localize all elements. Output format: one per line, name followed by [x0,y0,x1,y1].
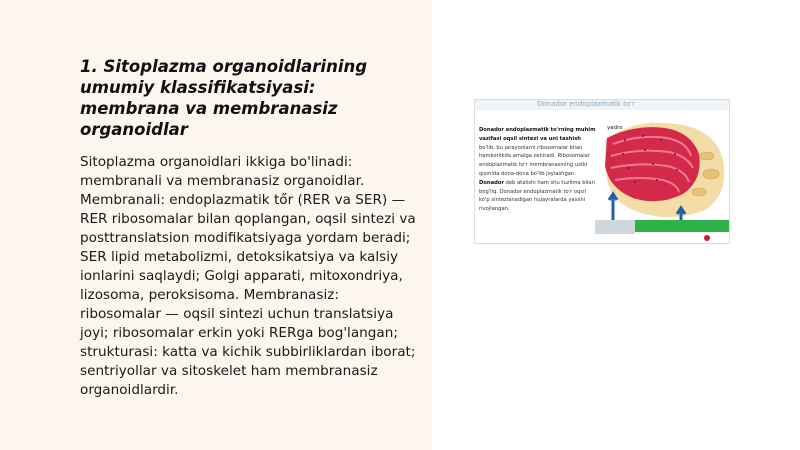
figure-caption-bold-2: Donador [479,179,504,186]
slide-title: 1. Sitoplazma organoidlarining umumiy klassifikatsiyasi: membrana va membranasiz organoidlar [80,57,368,139]
arrow-left [609,194,617,220]
figure-caption-bold: Donador endoplazmatik to'rning muhim vazifasi oqsil sintezi va uni tashish [479,127,596,142]
figure-caption [479,126,597,214]
figure-title: Donador endoplazmatik to'r [537,100,635,108]
slide-body-text: Sitoplazma organoidlari ikkiga bo'linadi: membranali va membranasiz organoidlar. Membranali: endoplazmatik tőr (RER va SER) — RER ribosomalar bilan qoplangan, oqsil sintezi va posttranslatsion modifikatsiyaga yordam beradi; SER lipid metabolizmi, detoksikatsiya va kalsiy ionlarini saqlaydi; Golgi apparati, mitoxondriya, lizosoma, peroksisoma. Membranasiz: ribosomalar — oqsil sintezi uchun translatsiya joyi; ribosomalar erkin yoki RERga bog'langan; strukturasi: katta va kichik subbirliklardan iborat; sentriyollar va sitoskelet ham membranasiz organoidlardir. [80,154,416,398]
grey-label-band [595,220,635,234]
label-yadro: yadro [607,125,623,131]
er-diagram-figure [474,99,730,244]
figure-caption-rest-2: deb atalishi ham shu tuzilma bilan bog'liq. Donador endoplazmatik to'r oqsil ko'p sintezlanadigan hujayralarda yaxshi rivojlangan. [479,179,595,213]
green-label-band [635,220,729,232]
red-marker-dot [704,235,710,241]
figure-caption-rest: bo'lib, bu jarayonlarni ribosomalar bilan hamkorlikda amalga oshiradi. Ribosomalar endoplazmatik to'r membranasining ustki qismida dona-dona bo'lib joylashgan. [479,144,590,177]
